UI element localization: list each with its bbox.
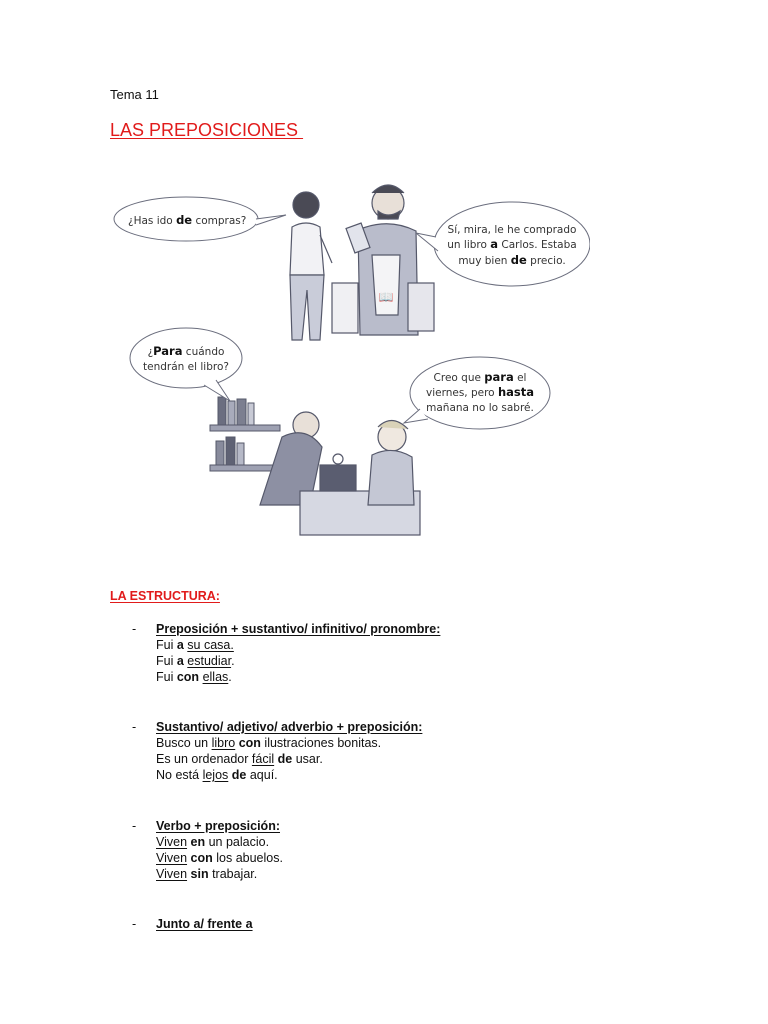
preposition: con	[176, 670, 200, 684]
sentence-text: aquí.	[246, 768, 278, 782]
example-sentence	[156, 751, 422, 767]
sentence-text: Fui	[156, 670, 177, 684]
governing-word: Viven	[156, 867, 188, 881]
svg-text:tendrán el libro?: tendrán el libro?	[143, 361, 229, 373]
preposition: a	[176, 638, 184, 652]
governing-word: libro	[211, 736, 236, 750]
speech-bubble-1	[114, 197, 286, 241]
man-figure	[332, 185, 434, 335]
example-sentence	[156, 866, 283, 882]
example-sentence	[156, 669, 440, 685]
preposition: con	[190, 851, 213, 865]
sentence-text: ilustraciones bonitas.	[260, 736, 382, 750]
structure-heading: Junto a/ frente a	[156, 917, 253, 931]
sentence-text: los abuelos.	[212, 851, 283, 865]
example-sentence	[156, 767, 422, 783]
sentence-text: trabajar.	[208, 867, 258, 881]
example-sentence	[156, 850, 283, 866]
book-icon: 📖	[378, 290, 394, 304]
sentence-text: Busco un	[156, 736, 212, 750]
governing-word: fácil	[251, 752, 275, 766]
governing-word: lejos	[202, 768, 229, 782]
preposition: en	[190, 835, 206, 849]
page-title: LAS PREPOSICIONES	[110, 120, 304, 140]
svg-text:muy bien de precio.: muy bien de precio.	[458, 253, 566, 267]
customer-figure	[368, 420, 414, 505]
comic-illustration	[110, 175, 590, 540]
sentence-text: Fui	[156, 654, 177, 668]
svg-text:¿Para cuándo: ¿Para cuándo	[147, 344, 225, 358]
preposition: sin	[190, 867, 209, 881]
sentence-text: un palacio.	[205, 835, 270, 849]
sentence-text: usar.	[292, 752, 323, 766]
preposition: de	[277, 752, 293, 766]
example-sentence	[156, 735, 422, 751]
svg-text:Creo que para el: Creo que para el	[433, 370, 527, 384]
speech-bubble-2	[416, 202, 590, 286]
bookshelf	[210, 397, 280, 471]
svg-text:¿Has ido de compras?: ¿Has ido de compras?	[128, 213, 247, 227]
sentence-text: No está	[156, 768, 203, 782]
preposition: a	[176, 654, 184, 668]
svg-text:mañana no lo sabré.: mañana no lo sabré.	[426, 402, 534, 414]
governing-word: Viven	[156, 835, 188, 849]
structure-heading: Verbo + preposición:	[156, 819, 280, 833]
bullet-dash: -	[132, 917, 137, 931]
governing-word: Viven	[156, 851, 188, 865]
bullet-dash: -	[132, 720, 137, 734]
speech-bubble-4	[404, 357, 550, 429]
sentence-text: .	[231, 654, 235, 668]
governing-word: ellas	[202, 670, 229, 684]
example-sentence	[156, 653, 440, 669]
bullet-dash: -	[132, 819, 137, 833]
sentence-text: Fui	[156, 638, 177, 652]
example-sentence	[156, 834, 283, 850]
structure-heading: Sustantivo/ adjetivo/ adverbio + preposición:	[156, 720, 423, 734]
preposition: de	[231, 768, 247, 782]
woman-figure	[290, 192, 332, 340]
structure-heading: Preposición + sustantivo/ infinitivo/ pronombre:	[156, 622, 441, 636]
preposition: con	[238, 736, 261, 750]
sentence-text: .	[228, 670, 232, 684]
section-heading: LA ESTRUCTURA:	[110, 589, 220, 603]
speech-bubble-3	[130, 328, 242, 401]
topic-number: Tema 11	[110, 87, 159, 102]
sentence-text: Es un ordenador	[156, 752, 252, 766]
example-sentence	[156, 637, 440, 653]
bullet-dash: -	[132, 622, 137, 636]
governing-word: su casa.	[187, 638, 234, 652]
governing-word: estudiar	[187, 654, 232, 668]
svg-text:viernes, pero hasta: viernes, pero hasta	[425, 385, 535, 399]
svg-text:un libro a Carlos. Estaba: un libro a Carlos. Estaba	[447, 237, 577, 251]
svg-text:Sí, mira, le he comprado: Sí, mira, le he comprado	[447, 224, 577, 236]
